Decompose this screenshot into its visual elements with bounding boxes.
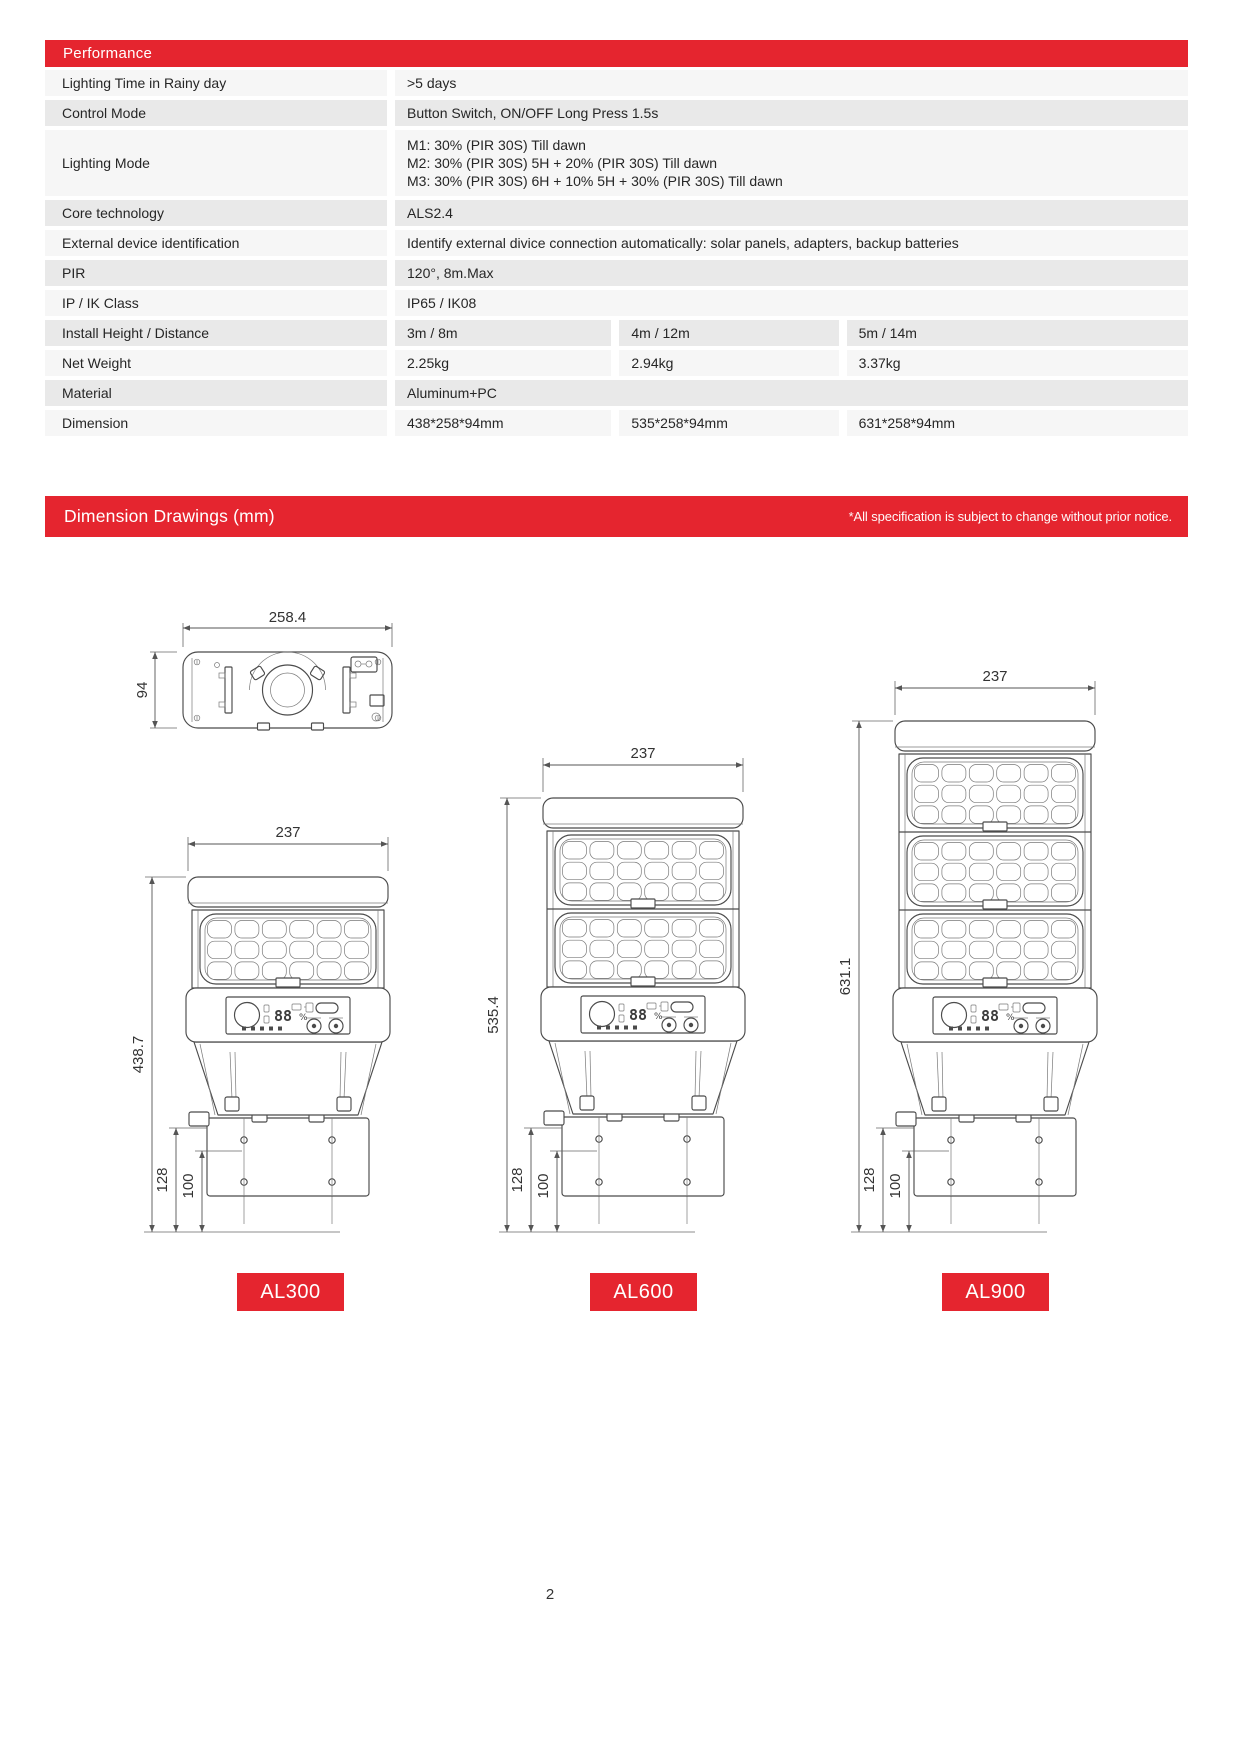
al600-mount-dim-100-label: 100	[535, 1173, 552, 1199]
model-label-al300: AL300	[237, 1273, 344, 1311]
display-digits: 88	[273, 1007, 293, 1025]
row-value-al600: 4m / 12m	[619, 320, 838, 346]
al600-width-dim-label: 237	[630, 745, 656, 762]
row-value-al900: 631*258*94mm	[847, 410, 1188, 436]
banner-title: Dimension Drawings (mm)	[64, 506, 275, 526]
display-digits: 88	[628, 1006, 648, 1024]
row-value-al600: 535*258*94mm	[619, 410, 838, 436]
top-view-width-dim-label: 258.4	[268, 609, 307, 626]
row-label: Material	[45, 380, 387, 406]
al900-mount-dim-100-label: 100	[887, 1173, 904, 1199]
row-value: Button Switch, ON/OFF Long Press 1.5s	[395, 100, 1188, 126]
row-label: Lighting Time in Rainy day	[45, 70, 387, 96]
lighting-mode-line: M1: 30% (PIR 30S) Till dawn	[407, 137, 586, 153]
dimension-drawings-banner	[45, 496, 1188, 537]
percent-glyph: %	[299, 1013, 308, 1023]
row-value-al300: 3m / 8m	[395, 320, 611, 346]
al600-mount-dim-128-label: 128	[509, 1167, 526, 1193]
al300-top-view-drawing	[108, 595, 438, 760]
row-label: PIR	[45, 260, 387, 286]
performance-table-header: Performance	[45, 40, 1188, 67]
display-digits: 88	[980, 1007, 1000, 1025]
row-label: Core technology	[45, 200, 387, 226]
al300-front-drawing	[118, 802, 458, 1242]
row-label: External device identification	[45, 230, 387, 256]
table-row	[45, 130, 1188, 196]
row-value-al600: 2.94kg	[619, 350, 838, 376]
row-label: Install Height / Distance	[45, 320, 387, 346]
row-value-al900: 5m / 14m	[847, 320, 1188, 346]
al900-height-dim-label: 631.1	[837, 957, 854, 996]
al900-front-drawing	[825, 646, 1165, 1242]
al600-height-dim-label: 535.4	[485, 996, 502, 1034]
table-row	[45, 410, 1188, 436]
table-row	[45, 290, 1188, 316]
row-label: Control Mode	[45, 100, 387, 126]
row-value: ALS2.4	[395, 200, 1188, 226]
row-value-al300: 438*258*94mm	[395, 410, 611, 436]
percent-glyph: %	[654, 1012, 663, 1022]
al900-mount-dim-128-label: 128	[861, 1167, 878, 1193]
al300-mount-dim-100-label: 100	[180, 1173, 197, 1199]
percent-glyph: %	[1006, 1013, 1015, 1023]
performance-table	[45, 40, 1188, 440]
al600-front-drawing	[473, 723, 813, 1242]
row-value: IP65 / IK08	[395, 290, 1188, 316]
row-value	[395, 130, 1188, 196]
al300-height-dim-label: 438.7	[130, 1035, 147, 1074]
al300-mount-dim-128-label: 128	[154, 1167, 171, 1193]
model-label-al600: AL600	[590, 1273, 697, 1311]
table-row	[45, 350, 1188, 376]
table-row	[45, 320, 1188, 346]
row-value: 120°, 8m.Max	[395, 260, 1188, 286]
row-label: Dimension	[45, 410, 387, 436]
top-view-depth-dim-label: 94	[134, 681, 151, 699]
al900-width-dim-label: 237	[982, 668, 1008, 685]
table-row	[45, 380, 1188, 406]
row-value-al900: 3.37kg	[847, 350, 1188, 376]
row-label: IP / IK Class	[45, 290, 387, 316]
table-row	[45, 200, 1188, 226]
lighting-mode-line: M2: 30% (PIR 30S) 5H + 20% (PIR 30S) Till dawn	[407, 155, 718, 171]
al300-width-dim-label: 237	[275, 824, 301, 841]
row-value: >5 days	[395, 70, 1188, 96]
table-row	[45, 260, 1188, 286]
table-row	[45, 100, 1188, 126]
lighting-mode-line: M3: 30% (PIR 30S) 6H + 10% 5H + 30% (PIR 30S) Till dawn	[407, 173, 783, 189]
page-number: 2	[545, 1586, 555, 1603]
row-value-al300: 2.25kg	[395, 350, 611, 376]
row-label: Net Weight	[45, 350, 387, 376]
table-row	[45, 230, 1188, 256]
row-label: Lighting Mode	[45, 130, 387, 196]
model-label-al900: AL900	[942, 1273, 1049, 1311]
row-value: Identify external divice connection automatically: solar panels, adapters, backup batteries	[395, 230, 1188, 256]
table-row	[45, 70, 1188, 96]
banner-note: *All specification is subject to change without prior notice.	[848, 509, 1172, 524]
row-value: Aluminum+PC	[395, 380, 1188, 406]
